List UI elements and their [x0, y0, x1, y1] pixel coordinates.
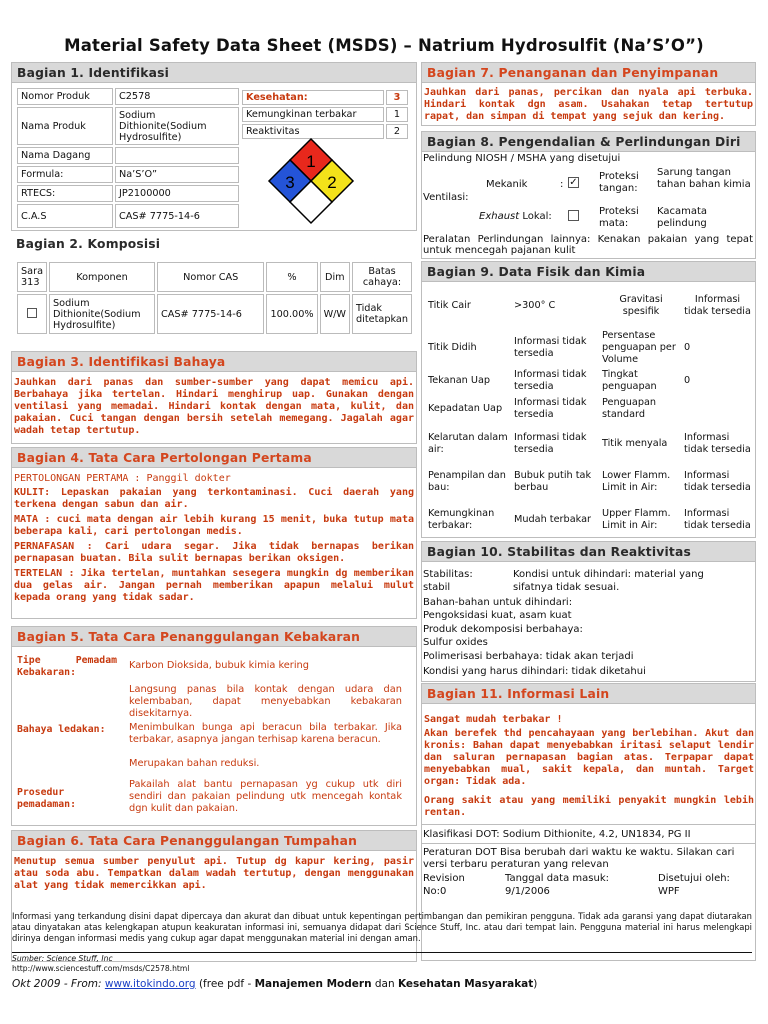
property-label: Kepadatan Uap	[428, 403, 503, 414]
percentage: 100.00%	[266, 294, 317, 334]
property-label: Gravitasi spesifik	[619, 294, 663, 317]
property-label: Titik menyala	[602, 438, 668, 449]
sara-checkbox[interactable]	[27, 308, 37, 318]
dim: W/W	[320, 294, 350, 334]
niosh-text: Pelindung NIOSH / MSHA yang disetujui	[423, 153, 621, 164]
okt-mid: (free pdf -	[195, 978, 255, 990]
label: Nama Dagang	[17, 147, 113, 164]
stability-value: stabil	[423, 582, 451, 593]
section-penyimpanan	[421, 62, 756, 126]
health-label: Kesehatan:	[242, 90, 384, 105]
section-identifikasi	[11, 62, 417, 231]
okt-dan: dan	[371, 978, 398, 990]
section-header: Bagian 5. Tata Cara Penanggulangan Kebakaran	[12, 627, 416, 647]
value: Na’S’O”	[115, 166, 239, 183]
property-value: Informasi tidak tersedia	[514, 432, 587, 455]
materials-avoid-value: Pengoksidasi kuat, asam kuat	[423, 610, 572, 621]
value	[115, 147, 239, 164]
source	[12, 952, 752, 974]
hand-protection-label: Proteksi tangan:	[599, 171, 639, 194]
value: Sodium Dithionite(Sodium Hydrosulfite)	[115, 107, 239, 145]
okt-prefix: Okt 2009 -	[12, 978, 71, 990]
section-header: Bagian 1. Identifikasi	[12, 63, 416, 83]
nfpa-left-number: 3	[285, 173, 295, 192]
property-label: Titik Cair	[428, 300, 471, 311]
property-label: Titik Didih	[428, 342, 477, 353]
physical-row	[426, 394, 753, 424]
extinguisher-value: Karbon Dioksida, bubuk kimia kering	[129, 660, 309, 671]
composition-table	[15, 260, 414, 336]
property-label: Upper Flamm. Limit in Air:	[602, 508, 671, 531]
date-label: Tanggal data masuk:	[505, 873, 609, 884]
materials-avoid-label: Bahan-bahan untuk dihindari:	[423, 597, 573, 608]
label: Formula:	[17, 166, 113, 183]
property-label: Tekanan Uap	[428, 375, 491, 386]
colon: :	[560, 179, 564, 190]
property-label: Lower Flamm. Limit in Air:	[602, 470, 671, 493]
section-header: Bagian 2. Komposisi	[11, 234, 417, 254]
col-header: Batas cahaya:	[352, 262, 412, 292]
eye-protection-label: Proteksi mata:	[599, 206, 639, 229]
exhaust-label: Exhaust	[479, 211, 520, 222]
divider	[422, 824, 755, 825]
reactivity-label: Reaktivitas	[242, 124, 384, 139]
approved-label: Disetujui oleh:	[658, 873, 730, 884]
label: C.A.S	[17, 204, 113, 228]
flammability-value: 1	[386, 107, 408, 122]
section-header: Bagian 3. Identifikasi Bahaya	[12, 352, 416, 372]
label: Nomor Produk	[17, 88, 113, 105]
procedure-label: Prosedur pemadaman:	[17, 787, 76, 810]
property-value: 0	[684, 375, 691, 386]
hand-protection-value: Sarung tangan tahan bahan kimia	[657, 167, 751, 190]
exhaust-local-label	[479, 211, 552, 222]
section-header: Bagian 6. Tata Cara Penanggulangan Tumpahan	[12, 831, 416, 851]
first-aid-breathing: PERNAFASAN : Cari udara segar. Jika tidak bernapas berikan pernapasan buatan. Bila sulit bernapas berikan oksigen.	[14, 541, 414, 564]
property-value: Bubuk putih tak berbau	[514, 470, 592, 493]
health-value: 3	[386, 90, 408, 105]
local-label: Lokal:	[522, 211, 552, 222]
page-title: Material Safety Data Sheet (MSDS) – Natrium Hydrosulfit (Na’S’O”)	[64, 36, 704, 55]
decomposition-label: Produk dekomposisi berbahaya:	[423, 624, 583, 635]
spill-text: Menutup semua sumber penyulut api. Tutup dg kapur kering, pasir atau soda abu. Tempatkan dalam wadah tertutup, dengan menggunakan alat yang tidak memercikkan api.	[14, 856, 414, 891]
label: Nama Produk	[17, 107, 113, 145]
property-value: >300° C	[514, 300, 556, 311]
hazard-text: Jauhkan dari panas dan sumber-sumber yang dapat memicu api. Berbahaya jika tertelan. Hindari menghirup uap. Gunakan dengan ventilasi yang memadai. Hindari kontak dengan mata, kulit, dan pakaian. Cuci tangan dengan bersih setelah memegang. Jagalah agar wadah tetap tertutup.	[14, 377, 414, 436]
property-label: Kemungkinan terbakar:	[428, 508, 495, 531]
extinguisher-label: Tipe Pemadam Kebakaran:	[17, 655, 117, 678]
value: C2578	[115, 88, 239, 105]
storage-text: Jauhkan dari panas, percikan dan nyala api terbuka. Hindari kontak dgn asam. Usahakan tetap tertutup rapat, dan simpan di tempat yang sejuk dan kering.	[424, 87, 753, 122]
property-value: Informasi tidak tersedia	[684, 432, 751, 455]
property-value: Informasi tidak tersedia	[514, 369, 587, 392]
first-aid-skin: KULIT: Lepaskan pakaian yang terkontaminasi. Cuci daerah yang terkena dengan sabun dan air.	[14, 487, 414, 510]
health-effects: Akan berefek thd pencahayaan yang berlebihan. Akut dan kronis: Bahan dapat menyebabkan iritasi selaput lendir dan saluran pernapasan bagian atas. Terpapar dapat menyebabkan mual, sakit kepala, dan muntah. Target organ: Tidak ada.	[424, 728, 754, 787]
nfpa-diamond-icon	[264, 137, 358, 231]
okt-bold-2: Kesehatan Masyarakat	[397, 978, 534, 990]
physical-row	[426, 501, 753, 539]
date-value: 9/1/2006	[505, 886, 550, 897]
property-value: Mudah terbakar	[514, 514, 591, 525]
decomposition-value: Sulfur oxides	[423, 637, 488, 648]
reactivity-value: 2	[386, 124, 408, 139]
exhaust-checkbox[interactable]	[568, 210, 579, 221]
property-value: Informasi tidak tersedia	[514, 336, 587, 359]
hazard-rating-table	[240, 88, 410, 141]
component-name: Sodium Dithionite(Sodium Hydrosulfite)	[49, 294, 155, 334]
procedure-value: Pakailah alat bantu pernapasan yg cukup utk diri sendiri dan pakaian pelindung utk mencegah kontak dgn kulit dan pakaian.	[129, 779, 402, 814]
value: CAS# 7775-14-6	[115, 204, 239, 228]
property-value	[682, 394, 753, 424]
physical-row	[426, 425, 753, 463]
divider	[422, 843, 755, 844]
nfpa-top-number: 1	[306, 152, 316, 171]
eye-protection-value: Kacamata pelindung	[657, 206, 708, 229]
revision-value: No:0	[423, 886, 447, 897]
okt-bold-1: Manajemen Modern	[254, 978, 372, 990]
mechanical-label: Mekanik	[486, 179, 528, 190]
property-value: Informasi tidak tersedia	[684, 294, 751, 317]
flammability-label: Kemungkinan terbakar	[242, 107, 384, 122]
light-limit: Tidak ditetapkan	[352, 294, 412, 334]
revision-label: Revision	[423, 873, 465, 884]
section-header: Bagian 11. Informasi Lain	[422, 684, 755, 704]
property-label: Persentase penguapan per Volume	[602, 330, 676, 365]
value: JP2100000	[115, 185, 239, 202]
col-header: Nomor CAS	[157, 262, 264, 292]
itokindo-link[interactable]: www.itokindo.org	[104, 978, 196, 990]
physical-data-table	[426, 284, 753, 540]
section-stabilitas	[421, 541, 756, 682]
col-header: Komponen	[49, 262, 155, 292]
okt-end: )	[533, 978, 538, 990]
section-data-fisik	[421, 261, 756, 538]
mechanical-checkbox[interactable]: ✓	[569, 177, 578, 188]
explosion-label: Bahaya ledakan:	[17, 724, 106, 735]
explosion-value-2: Menimbulkan bunga api beracun bila terbakar. Jika terbakar, asapnya jangan terhisap karena beracun.	[129, 722, 402, 745]
origin-line	[12, 978, 537, 990]
property-label: Penguapan standard	[602, 397, 657, 420]
conditions-avoid: Kondisi yang harus dihindari: tidak diketahui	[423, 666, 646, 677]
section-pertolongan-pertama	[11, 447, 417, 619]
flammable-warning: Sangat mudah terbakar !	[424, 714, 563, 725]
physical-row	[426, 369, 753, 393]
section-header: Bagian 9. Data Fisik dan Kimia	[422, 262, 755, 282]
source-name: Sumber: Science Stuff, Inc	[12, 954, 113, 963]
approved-value: WPF	[658, 886, 680, 897]
label: RTECS:	[17, 185, 113, 202]
property-value: 0	[684, 342, 691, 353]
explosion-value-1: Langsung panas bila kontak dengan udara dan kelembaban, dapat menyebabkan kebakaran disekitarnya.	[129, 684, 402, 719]
section-header: Bagian 8. Pengendalian & Perlindungan Diri	[422, 132, 755, 152]
section-header: Bagian 4. Tata Cara Pertolongan Pertama	[12, 448, 416, 468]
first-aid-ingestion: TERTELAN : Jika tertelan, muntahkan sesegera mungkin dg memberikan dua gelas air. Jangan pernah memberikan apapun melalui mulut kepada orang yang tidak sadar.	[14, 568, 414, 603]
col-header: Dim	[320, 262, 350, 292]
physical-row	[426, 285, 753, 327]
first-aid-eyes: MATA : cuci mata dengan air lebih kurang 15 menit, buka tutup mata beberapa kali, cari pertolongan medis.	[14, 514, 414, 537]
first-aid-general: PERTOLONGAN PERTAMA : Panggil dokter	[14, 473, 231, 484]
identification-table	[15, 86, 241, 230]
disclaimer: Informasi yang terkandung disini dapat dipercaya dan akurat dan dibuat untuk kepentingan pertimbangan dan pemikiran pengguna. Tidak ada garansi yang dapat diutarakan atau dinyatakan atas kelengkapan atupun keakuratan informasi ini, semuanya didapat dari Science Stuff, Inc. atau dari tempat lain. Pengguna material ini harus melengkapi dirinya dengan informasi medis yang cukup agar dapat menggunakan material ini dengan aman.	[12, 911, 752, 943]
section-header: Bagian 7. Penanganan dan Penyimpanan	[422, 63, 755, 83]
property-label: Penampilan dan bau:	[428, 470, 506, 493]
section-perlindungan-diri	[421, 131, 756, 259]
section-kebakaran	[11, 626, 417, 826]
explosion-value-3: Merupakan bahan reduksi.	[129, 758, 260, 769]
other-equipment: Peralatan Perlindungan lainnya: Kenakan pakaian yang tepat untuk mencegah pajanan kulit	[423, 234, 753, 256]
property-label: Tingkat penguapan	[602, 369, 657, 392]
polymerization: Polimerisasi berbahaya: tidak akan terjadi	[423, 651, 634, 662]
physical-row	[426, 464, 753, 500]
property-label: Kelarutan dalam air:	[428, 432, 508, 455]
sensitive-persons: Orang sakit atau yang memiliki penyakit mungkin lebih rentan.	[424, 795, 754, 818]
dot-classification: Klasifikasi DOT: Sodium Dithionite, 4.2, UN1834, PG II	[423, 829, 691, 840]
section-identifikasi-bahaya	[11, 351, 417, 444]
stability-label: Stabilitas:	[423, 569, 473, 580]
ventilation-label: Ventilasi:	[423, 192, 469, 203]
property-value: Informasi tidak tersedia	[514, 397, 587, 420]
dot-regulation: Peraturan DOT Bisa berubah dari waktu ke waktu. Silakan cari versi terbaru peraturan yang relevan	[423, 847, 735, 870]
stability-conditions: Kondisi untuk dihindari: material yang sifatnya tidak sesuai.	[513, 569, 704, 593]
physical-row	[426, 328, 753, 368]
okt-from: From:	[71, 978, 102, 990]
section-header: Bagian 10. Stabilitas dan Reaktivitas	[422, 542, 755, 562]
source-url: http://www.sciencestuff.com/msds/C2578.html	[12, 964, 190, 973]
property-value: Informasi tidak tersedia	[684, 508, 751, 531]
col-header: Sara 313	[17, 262, 47, 292]
cas-number: CAS# 7775-14-6	[157, 294, 264, 334]
col-header: %	[266, 262, 317, 292]
nfpa-right-number: 2	[327, 173, 337, 192]
property-value: Informasi tidak tersedia	[684, 470, 751, 493]
